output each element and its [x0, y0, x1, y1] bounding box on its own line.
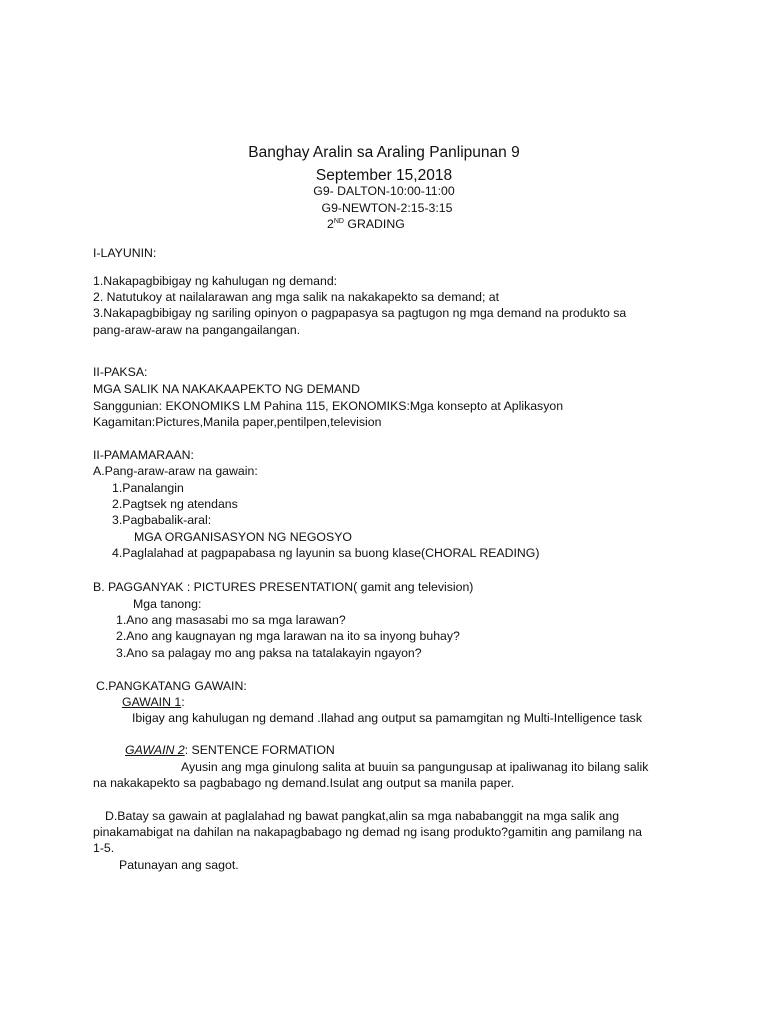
grading-label [327, 216, 405, 233]
layunin-item-3-cont: pang-araw-araw na pangangailangan. [93, 323, 301, 337]
section-a-heading: A.Pang-araw-araw na gawain: [93, 464, 258, 478]
grading-suffix: ND [333, 218, 344, 225]
section-d-text-2: pinakamabigat na dahilan na nakapagbabago ng demad ng isang produkto?gamitin ang pamilang na [93, 825, 642, 839]
section-b-item-2: 2.Ano ang kaugnayan ng mga larawan na ito sa inyong buhay? [116, 629, 460, 643]
gawain-1-heading [122, 694, 185, 711]
document-title: Banghay Aralin sa Araling Panlipunan 9 [248, 144, 520, 161]
gawain-2-title: : SENTENCE FORMATION [184, 743, 335, 757]
section-b-subheading: Mga tanong: [133, 597, 202, 611]
grading-text: GRADING [343, 217, 405, 231]
section-a-item-1: 1.Panalangin [112, 481, 184, 495]
gawain-1-label: GAWAIN 1 [122, 695, 182, 709]
gawain-2-label: GAWAIN 2 [125, 743, 185, 757]
gawain-2-text-2: na nakakapekto sa pagbabago ng demand.Isulat ang output sa manila paper. [93, 776, 515, 790]
section-a-item-4: 4.Paglalahad at pagpapabasa ng layunin sa buong klase(CHORAL READING) [112, 546, 540, 560]
section-a-item-3-topic: MGA ORGANISASYON NG NEGOSYO [134, 530, 352, 544]
layunin-item-3: 3.Nakapagbibigay ng sariling opinyon o pagpapasya sa pagtugon ng mga demand na produkto sa [93, 306, 627, 320]
layunin-item-1: 1.Nakapagbibigay ng kahulugan ng demand: [93, 274, 338, 288]
section-b-heading: B. PAGGANYAK : PICTURES PRESENTATION( gamit ang television) [93, 580, 474, 594]
section-d-text-1: D.Batay sa gawain at paglalahad ng bawat pangkat,alin sa mga nababanggit na mga salik ang [105, 809, 620, 823]
schedule-newton: G9-NEWTON-2:15-3:15 [321, 201, 453, 215]
schedule-dalton: G9- DALTON-10:00-11:00 [313, 184, 455, 198]
section-d-text-3: 1-5. [93, 841, 115, 855]
paksa-kagamitan: Kagamitan:Pictures,Manila paper,pentilpen,television [93, 415, 382, 429]
gawain-2-heading [125, 742, 335, 759]
paksa-sanggunian: Sanggunian: EKONOMIKS LM Pahina 115, EKONOMIKS:Mga konsepto at Aplikasyon [93, 399, 564, 413]
gawain-1-text: Ibigay ang kahulugan ng demand .Ilahad ang output sa pamamgitan ng Multi-Intelligence task [132, 711, 642, 725]
layunin-item-2: 2. Natutukoy at nailalarawan ang mga salik na nakakapekto sa demand; at [93, 290, 500, 304]
gawain-2-text-1: Ayusin ang mga ginulong salita at buuin sa pangungusap at ipaliwanag ito bilang salik [181, 760, 649, 774]
section-d-text-4: Patunayan ang sagot. [119, 858, 239, 872]
paksa-heading: II-PAKSA: [93, 365, 148, 379]
section-a-item-3: 3.Pagbabalik-aral: [112, 513, 212, 527]
section-b-item-3: 3.Ano sa palagay mo ang paksa na tatalakayin ngayon? [116, 646, 422, 660]
gawain-1-colon: : [181, 695, 185, 709]
section-a-item-2: 2.Pagtsek ng atendans [112, 497, 238, 511]
section-b-item-1: 1.Ano ang masasabi mo sa mga larawan? [116, 613, 346, 627]
section-c-heading: C.PANGKATANG GAWAIN: [96, 679, 247, 693]
grading-number: 2 [327, 217, 334, 231]
paksa-topic: MGA SALIK NA NAKAKAAPEKTO NG DEMAND [93, 382, 360, 396]
document-date: September 15,2018 [315, 167, 453, 184]
pamamaraan-heading: II-PAMAMARAAN: [93, 448, 194, 462]
layunin-heading: I-LAYUNIN: [93, 246, 157, 260]
